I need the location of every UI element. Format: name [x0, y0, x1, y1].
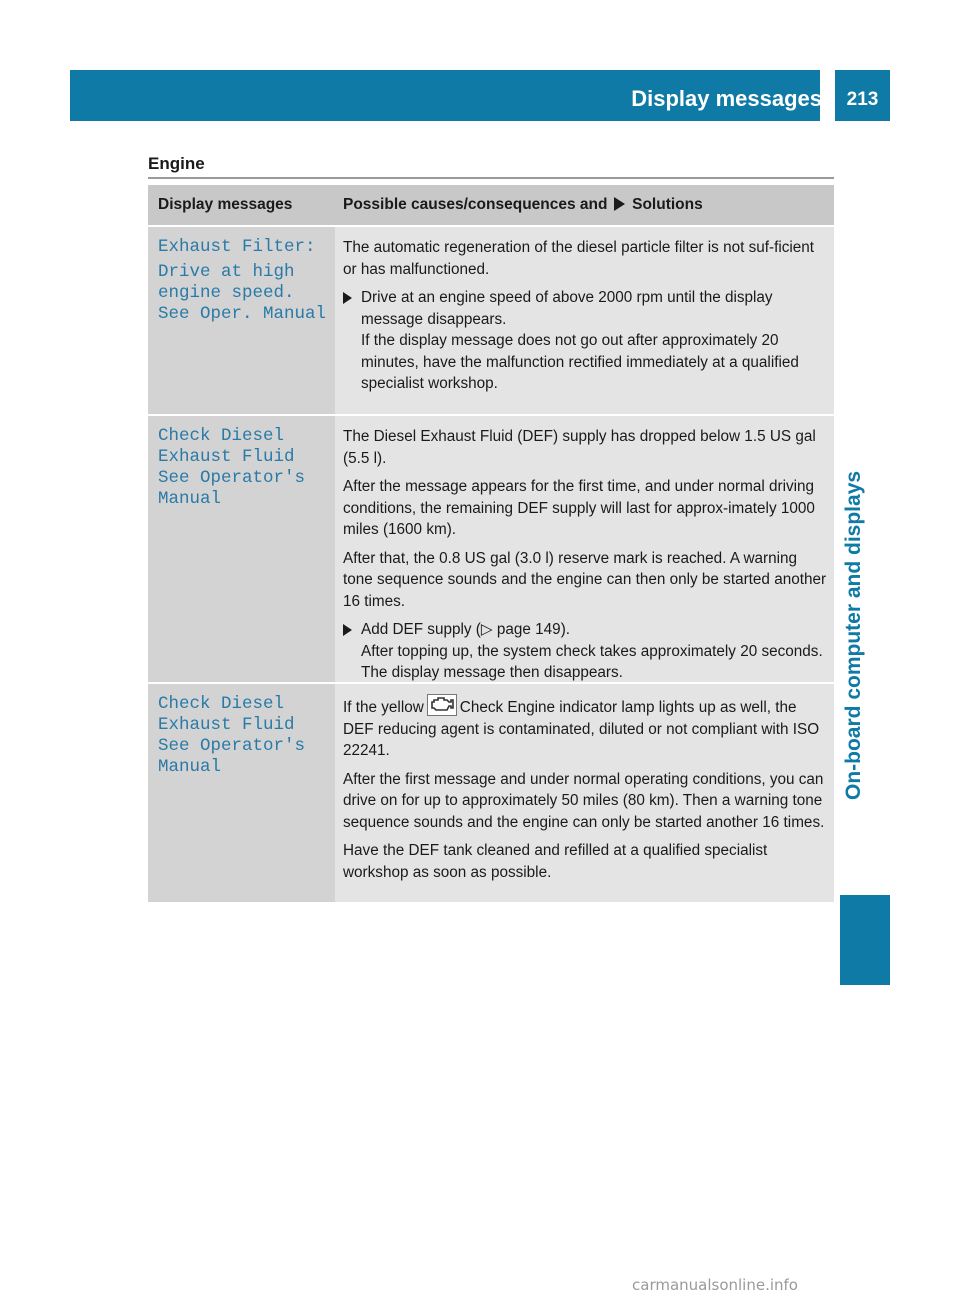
cause-text: If the yellow Check Engine indicator lamp lights up as well, the DEF reducing agent is contaminated, diluted or not compliant with ISO 22241. [343, 694, 828, 762]
watermark-text: carmanualsonline.info [632, 1276, 798, 1294]
cause-text: After the message appears for the first time, and under normal driving conditions, the remaining DEF supply will last for approx-imately 1000 miles (1600 km). [343, 478, 815, 538]
column-header-solutions [335, 196, 834, 214]
display-messages-table [148, 185, 834, 902]
step-followup-text: After topping up, the system check takes approximately 20 seconds. The display message then disappears. [361, 642, 823, 681]
step-arrow-icon [343, 619, 361, 684]
cause-text: After that, the 0.8 US gal (3.0 l) reserve mark is reached. A warning tone sequence sounds and the engine can then only be started another 16 times. [343, 549, 827, 610]
column-header-solutions-label: Solutions [632, 196, 703, 213]
arrow-right-icon [614, 197, 625, 211]
solution-cell [335, 684, 834, 902]
table-row [148, 682, 834, 902]
section-divider [148, 177, 834, 179]
cause-text: The automatic regeneration of the diesel particle filter is not suf-ficient or has malfunctioned. [343, 239, 815, 278]
side-tab-block [840, 895, 890, 985]
display-message-line: Drive at high engine speed. See Oper. Manual [158, 262, 327, 324]
column-header-display-messages: Display messages [158, 196, 293, 213]
page-number: 213 [846, 89, 879, 110]
step-followup-text: If the display message does not go out after approximately 20 minutes, have the malfunction rectified immediately at a qualified specialist workshop. [361, 332, 799, 392]
header-divider [830, 70, 833, 121]
solution-cell [335, 416, 834, 682]
cause-text: After the first message and under normal operating conditions, you can drive on for up to approximately 50 miles (80 km). Then a warning tone sequence sounds and the engine can only be started another 16 times. [343, 770, 825, 831]
display-message-line: Check Diesel Exhaust Fluid See Operator's Manual [158, 426, 306, 509]
cause-text: The Diesel Exhaust Fluid (DEF) supply has dropped below 1.5 US gal (5.5 l). [343, 428, 816, 467]
section-title: Engine [148, 154, 205, 173]
display-message-line: Exhaust Filter: [158, 237, 316, 257]
display-message-line: Check Diesel Exhaust Fluid See Operator's Manual [158, 694, 306, 777]
solution-step [343, 287, 828, 395]
display-message-cell [148, 416, 335, 682]
step-text: Drive at an engine speed of above 2000 rpm until the display message disappears. [361, 289, 773, 328]
solution-cell [335, 227, 834, 414]
cause-text: Have the DEF tank cleaned and refilled at a qualified specialist workshop as soon as possible. [343, 842, 768, 881]
column-header-causes-label: Possible causes/consequences and [343, 196, 608, 213]
table-row [148, 225, 834, 414]
step-arrow-icon [343, 287, 361, 395]
table-header-row [148, 185, 834, 225]
check-engine-icon [427, 694, 457, 716]
step-text: Add DEF supply (▷ page 149). [361, 621, 571, 638]
page-header-title: Display messages [631, 86, 822, 111]
display-message-cell [148, 227, 335, 414]
table-row [148, 414, 834, 682]
side-tab-label: On-board computer and displays [842, 470, 865, 800]
solution-step [343, 619, 828, 684]
display-message-cell [148, 684, 335, 902]
page-reference-icon[interactable]: ▷ [480, 621, 493, 638]
